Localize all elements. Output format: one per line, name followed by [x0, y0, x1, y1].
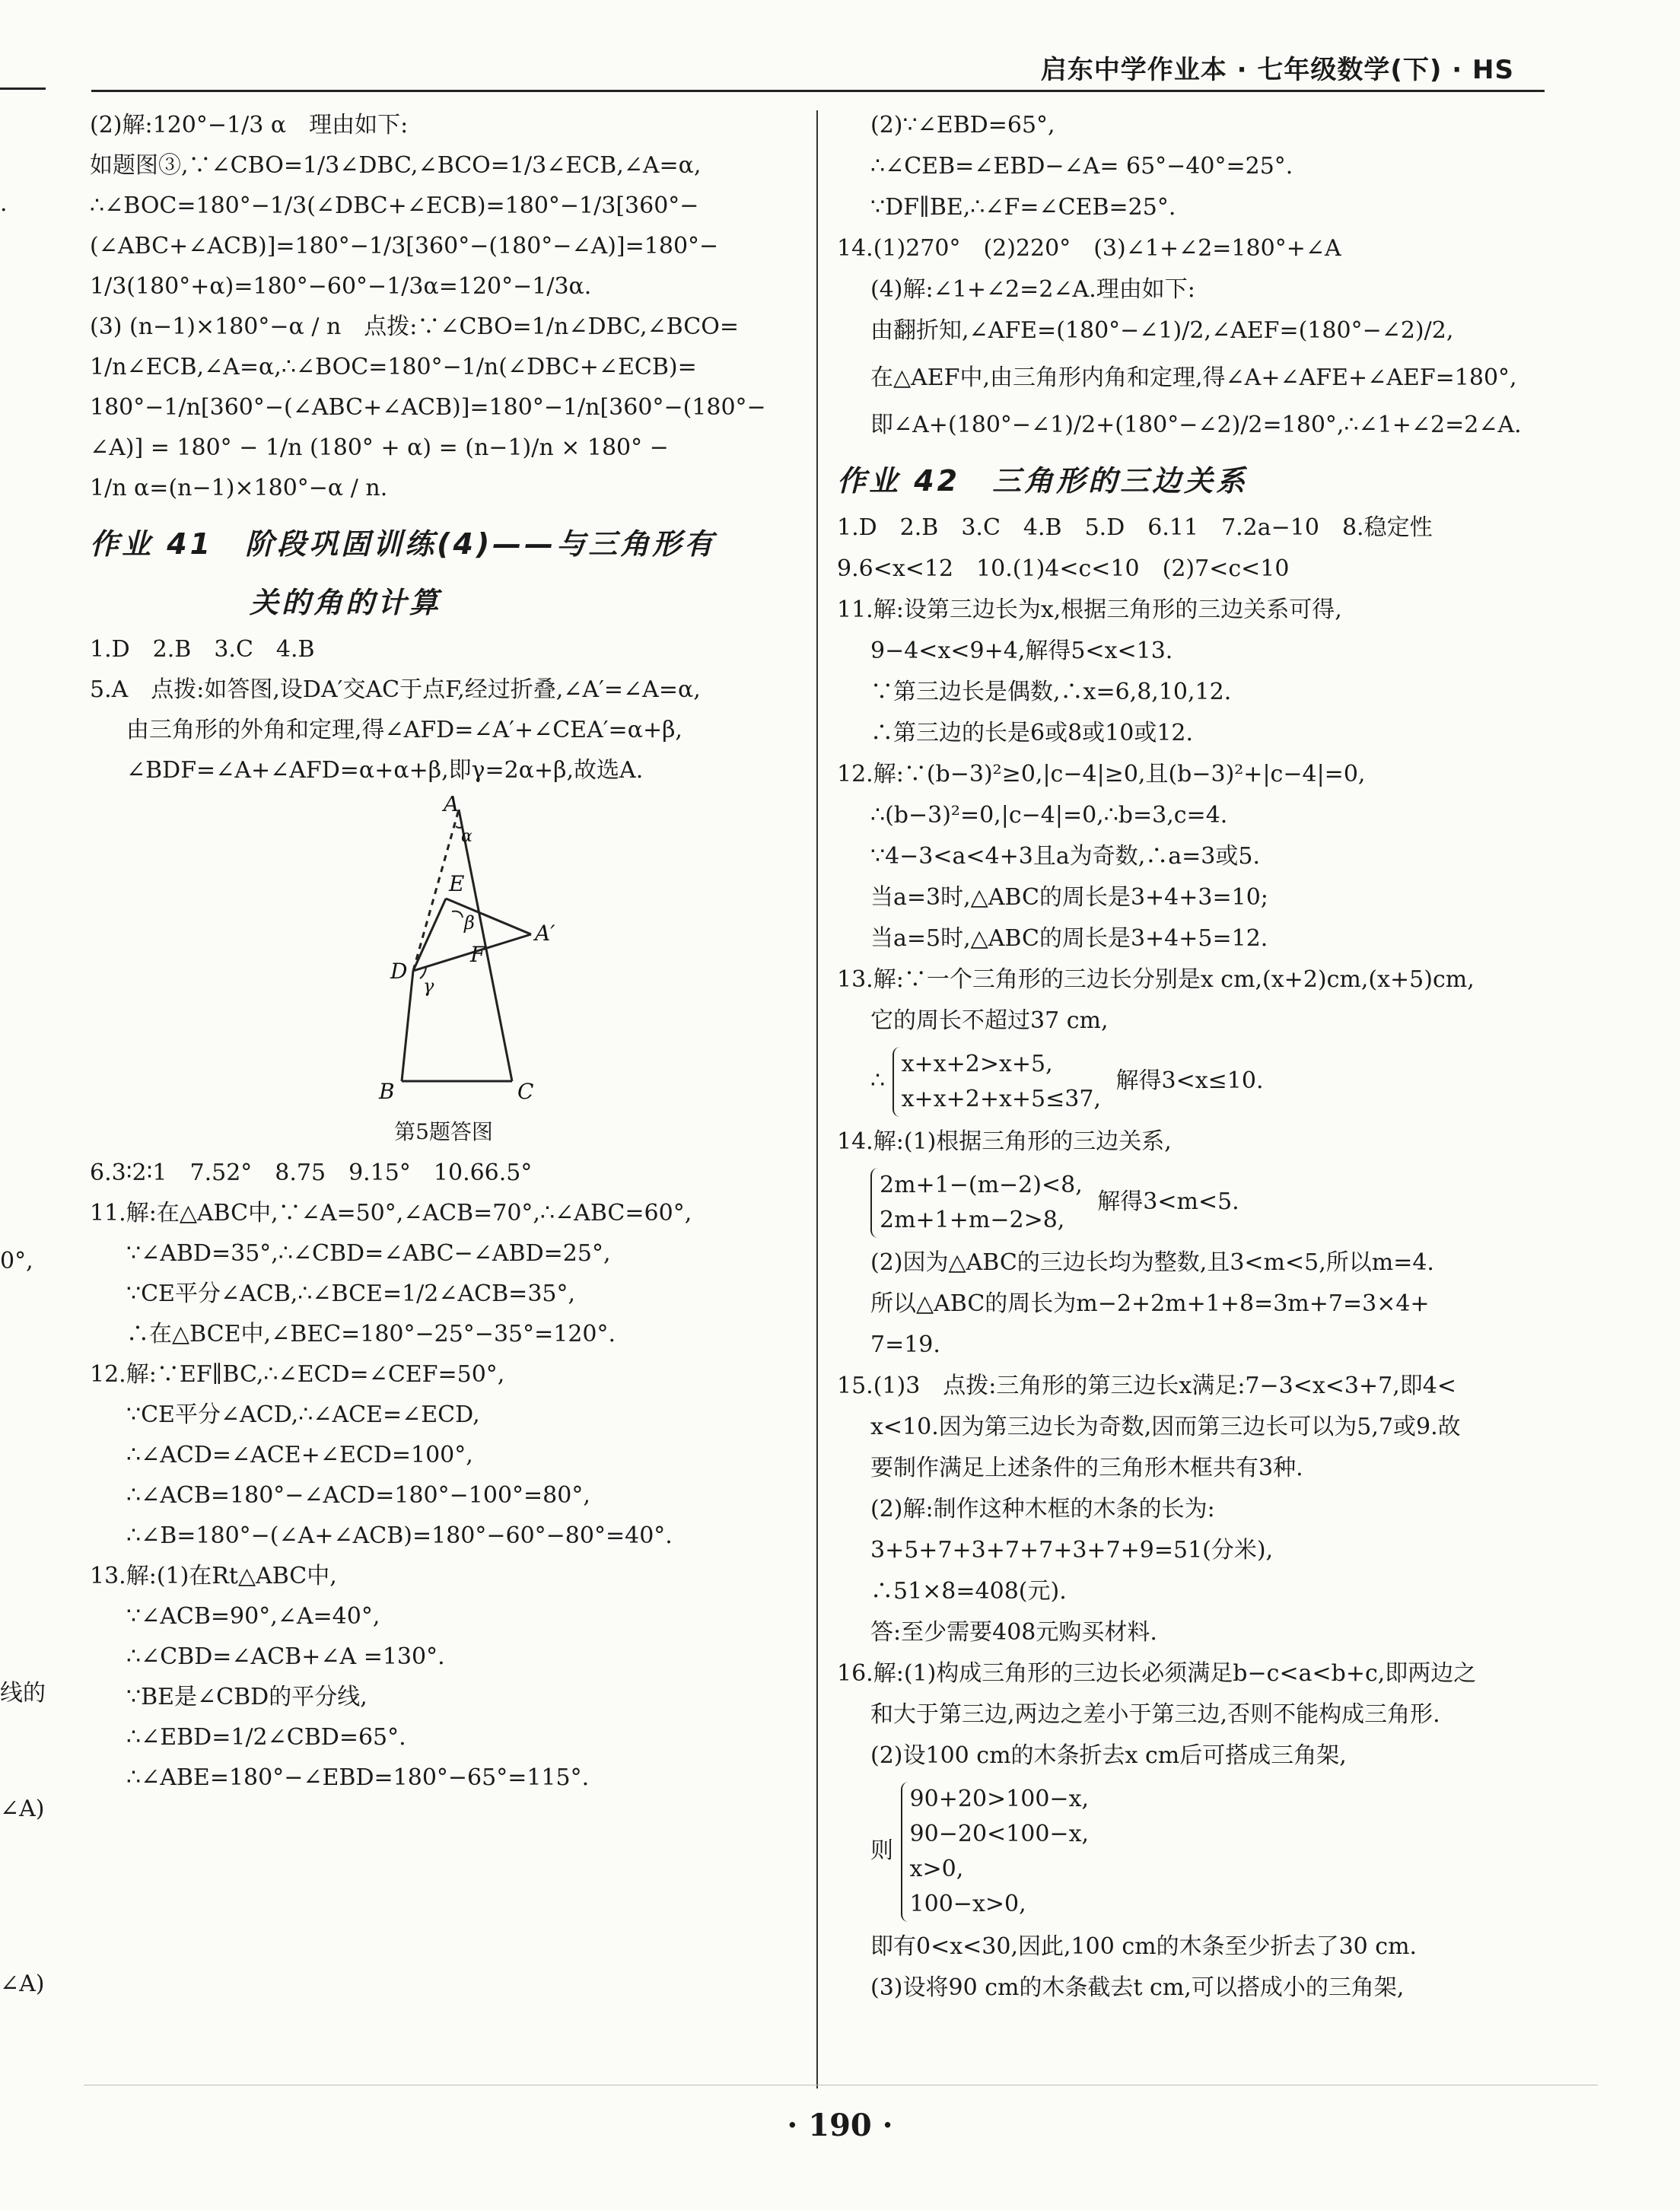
section-heading-41-cont: 关的角的计算	[250, 586, 442, 619]
text-line: 当a=5时,△ABC的周长是3+4+5=12.	[870, 925, 1268, 952]
section-heading-41: 作业 41 阶段巩固训练(4)——与三角形有	[90, 527, 717, 561]
segment-ea2	[446, 899, 531, 934]
text-line: ∵∠ACB=90°,∠A=40°,	[126, 1603, 380, 1630]
margin-fragment: 0°,	[0, 1248, 33, 1274]
text-line: ∠BDF=∠A+∠AFD=α+α+β,即γ=2α+β,故选A.	[126, 757, 644, 784]
text-line: 1.D 2.B 3.C 4.B	[90, 636, 315, 663]
system-row: 2m+1+m−2>8,	[880, 1207, 1065, 1233]
text-line: ∴∠B=180°−(∠A+∠ACB)=180°−60°−80°=40°.	[126, 1522, 673, 1549]
text-line: 6.3∶2∶1 7.52° 8.75 9.15° 10.66.5°	[90, 1160, 533, 1186]
text-line: ∴∠ACD=∠ACE+∠ECD=100°,	[126, 1442, 473, 1468]
label-b: B	[379, 1079, 395, 1104]
text-line: 14.解:(1)根据三角形的三边关系,	[837, 1128, 1172, 1155]
text-line: 11.解:设第三边长为x,根据三角形的三边关系可得,	[837, 596, 1342, 623]
brace-system	[901, 1782, 1089, 1922]
text-line: ∴∠BOC=180°−1/3(∠DBC+∠ECB)=180°−1/3[360°−	[90, 192, 699, 219]
geometry-figure	[90, 796, 797, 1115]
text-line: 它的周长不超过37 cm,	[870, 1007, 1109, 1034]
label-e: E	[449, 871, 465, 896]
text-line: 和大于第三边,两边之差小于第三边,否则不能构成三角形.	[870, 1701, 1440, 1728]
brace-system	[892, 1047, 1101, 1117]
brace-system	[870, 1168, 1083, 1238]
label-f: F	[470, 942, 485, 967]
text-line: (2)设100 cm的木条折去x cm后可搭成三角架,	[870, 1742, 1347, 1769]
text-line: ∴51×8=408(元).	[870, 1578, 1067, 1605]
text-line: (4)解:∠1+∠2=2∠A.理由如下:	[870, 276, 1195, 303]
text-line: ∵4−3<a<4+3且a为奇数,∴a=3或5.	[870, 843, 1261, 870]
text-line: (2)因为△ABC的三边长均为整数,且3<m<5,所以m=4.	[870, 1249, 1434, 1276]
label-a-prime: A′	[535, 921, 555, 946]
text-line: 所以△ABC的周长为m−2+2m+1+8=3m+7=3×4+	[870, 1290, 1430, 1317]
header-left-rule	[0, 87, 46, 90]
label-c: C	[517, 1079, 534, 1104]
text-line: 14.(1)270° (2)220° (3)∠1+∠2=180°+∠A	[837, 235, 1341, 262]
system-row: 90−20<100−x,	[909, 1821, 1090, 1847]
text-line: 当a=3时,△ABC的周长是3+4+3=10;	[870, 884, 1268, 911]
text-line: (2)解:制作这种木框的木条的长为:	[870, 1496, 1215, 1522]
system-suffix: 解得3<m<5.	[1097, 1188, 1239, 1215]
system-row: x+x+2+x+5≤37,	[901, 1086, 1101, 1112]
text-line: ∵∠ABD=35°,∴∠CBD=∠ABC−∠ABD=25°,	[126, 1240, 611, 1267]
text-line: x<10.因为第三边长为奇数,因而第三边长可以为5,7或9.故	[870, 1414, 1461, 1440]
label-gamma: γ	[423, 975, 434, 997]
left-column	[90, 110, 797, 1803]
margin-fragment: .	[0, 190, 8, 217]
equation-system-14	[837, 1168, 1552, 1238]
label-d: D	[390, 959, 408, 984]
right-column	[837, 110, 1552, 2014]
text-line: 12.解:∵EF∥BC,∴∠ECD=∠CEF=50°,	[90, 1361, 505, 1388]
text-line: 答:至少需要408元购买材料.	[870, 1619, 1157, 1646]
text-line: ∠A)] = 180° − 1/n (180° + α) = (n−1)/n × 180° −	[90, 434, 669, 461]
text-line: ∴∠EBD=1/2∠CBD=65°.	[126, 1724, 406, 1751]
text-line: (2)解:120°−1/3 α 理由如下:	[90, 112, 409, 138]
page-number: · 190 ·	[787, 2108, 893, 2143]
margin-fragment: 线的	[0, 1680, 46, 1707]
system-row: x+x+2>x+5,	[901, 1051, 1053, 1077]
text-line: (∠ABC+∠ACB)]=180°−1/3[360°−(180°−∠A)]=180°−	[90, 233, 719, 259]
system-row: 90+20>100−x,	[909, 1786, 1090, 1812]
text-line: 即∠A+(180°−∠1)/2+(180°−∠2)/2=180°,∴∠1+∠2=2∠A.	[870, 412, 1522, 438]
section-heading-42: 作业 42 三角形的三边关系	[837, 464, 1249, 498]
text-line: ∴∠CEB=∠EBD−∠A= 65°−40°=25°.	[870, 153, 1293, 180]
header-title: 启东中学作业本 · 七年级数学(下) · HS	[1040, 55, 1514, 85]
label-beta: β	[464, 912, 475, 934]
text-line: 7=19.	[870, 1331, 940, 1358]
system-row: 100−x>0,	[909, 1891, 1026, 1917]
text-line: 由三角形的外角和定理,得∠AFD=∠A′+∠CEA′=α+β,	[126, 717, 682, 743]
text-line: (2)∵∠EBD=65°,	[870, 112, 1055, 138]
triangle-fold-diagram	[356, 796, 600, 1115]
system-suffix: 解得3<x≤10.	[1115, 1067, 1264, 1094]
text-line: 即有0<x<30,因此,100 cm的木条至少折去了30 cm.	[870, 1933, 1418, 1960]
text-line: 在△AEF中,由三角形内角和定理,得∠A+∠AFE+∠AEF=180°,	[870, 364, 1517, 391]
text-line: 要制作满足上述条件的三角形木框共有3种.	[870, 1455, 1303, 1481]
text-line: ∴∠CBD=∠ACB+∠A =130°.	[126, 1643, 445, 1670]
text-line: 如题图③,∵∠CBO=1/3∠DBC,∠BCO=1/3∠ECB,∠A=α,	[90, 152, 702, 179]
text-line: 1/3(180°+α)=180°−60°−1/3α=120°−1/3α.	[90, 273, 592, 300]
system-prefix: 则	[870, 1837, 893, 1864]
page-header	[91, 44, 1545, 92]
text-line: ∵DF∥BE,∴∠F=∠CEB=25°.	[870, 194, 1176, 221]
equation-system-13	[837, 1047, 1552, 1117]
text-line: ∵第三边长是偶数,∴x=6,8,10,12.	[870, 679, 1232, 705]
text-line: (3)设将90 cm的木条截去t cm,可以搭成小的三角架,	[870, 1974, 1405, 2001]
text-line: ∴∠ABE=180°−∠EBD=180°−65°=115°.	[126, 1764, 590, 1791]
text-line: 由翻折知,∠AFE=(180°−∠1)/2,∠AEF=(180°−∠2)/2,	[870, 317, 1454, 344]
text-line: ∴第三边的长是6或8或10或12.	[870, 720, 1194, 746]
text-line: 12.解:∵(b−3)²≥0,|c−4|≥0,且(b−3)²+|c−4|=0,	[837, 761, 1366, 787]
text-line: 5.A 点拨:如答图,设DA′交AC于点F,经过折叠,∠A′=∠A=α,	[90, 676, 701, 703]
text-line: 180°−1/n[360°−(∠ABC+∠ACB)]=180°−1/n[360°−(180°−	[90, 394, 766, 421]
text-line: 1/n α=(n−1)×180°−α / n.	[90, 475, 388, 501]
text-line: 1.D 2.B 3.C 4.B 5.D 6.11 7.2a−10 8.稳定性	[837, 514, 1433, 541]
text-line: ∵CE平分∠ACB,∴∠BCE=1/2∠ACB=35°,	[126, 1280, 576, 1307]
text-line: (3) (n−1)×180°−α / n 点拨:∵∠CBO=1/n∠DBC,∠BCO=	[90, 313, 739, 340]
text-line: 13.解:(1)在Rt△ABC中,	[90, 1563, 337, 1589]
system-prefix: ∴	[870, 1067, 886, 1094]
text-line: 15.(1)3 点拨:三角形的第三边长x满足:7−3<x<3+7,即4<	[837, 1373, 1456, 1399]
text-line: 13.解:∵一个三角形的三边长分别是x cm,(x+2)cm,(x+5)cm,	[837, 966, 1475, 993]
text-line: ∴在△BCE中,∠BEC=180°−25°−35°=120°.	[126, 1321, 616, 1347]
text-line: ∴∠ACB=180°−∠ACD=180°−100°=80°,	[126, 1482, 590, 1509]
text-line: 16.解:(1)构成三角形的三边长必须满足b−c<a<b+c,即两边之	[837, 1660, 1477, 1687]
margin-fragment: ∠A)	[0, 1971, 45, 1997]
system-row: 2m+1−(m−2)<8,	[880, 1172, 1083, 1198]
text-line: 1/n∠ECB,∠A=α,∴∠BOC=180°−1/n(∠DBC+∠ECB)=	[90, 354, 697, 380]
text-line: ∵CE平分∠ACD,∴∠ACE=∠ECD,	[126, 1401, 480, 1428]
text-line: 3+5+7+3+7+7+3+7+9=51(分米),	[870, 1537, 1274, 1564]
segment-bd	[402, 971, 413, 1081]
segment-de	[413, 899, 446, 971]
figure-caption: 第5题答图	[394, 1119, 493, 1144]
label-alpha: α	[461, 827, 473, 846]
system-row: x>0,	[909, 1856, 964, 1882]
label-a: A	[444, 796, 460, 816]
text-line: ∵BE是∠CBD的平分线,	[126, 1684, 368, 1710]
text-line: 9−4<x<9+4,解得5<x<13.	[870, 638, 1173, 664]
column-divider	[816, 110, 818, 2089]
text-line: ∴(b−3)²=0,|c−4|=0,∴b=3,c=4.	[870, 802, 1228, 829]
margin-fragment: ∠A)	[0, 1796, 45, 1822]
text-line: 9.6<x<12 10.(1)4<c<10 (2)7<c<10	[837, 555, 1290, 582]
equation-system-16	[837, 1782, 1552, 1922]
segment-ca	[459, 810, 512, 1081]
text-line: 11.解:在△ABC中,∵∠A=50°,∠ACB=70°,∴∠ABC=60°,	[90, 1200, 692, 1226]
